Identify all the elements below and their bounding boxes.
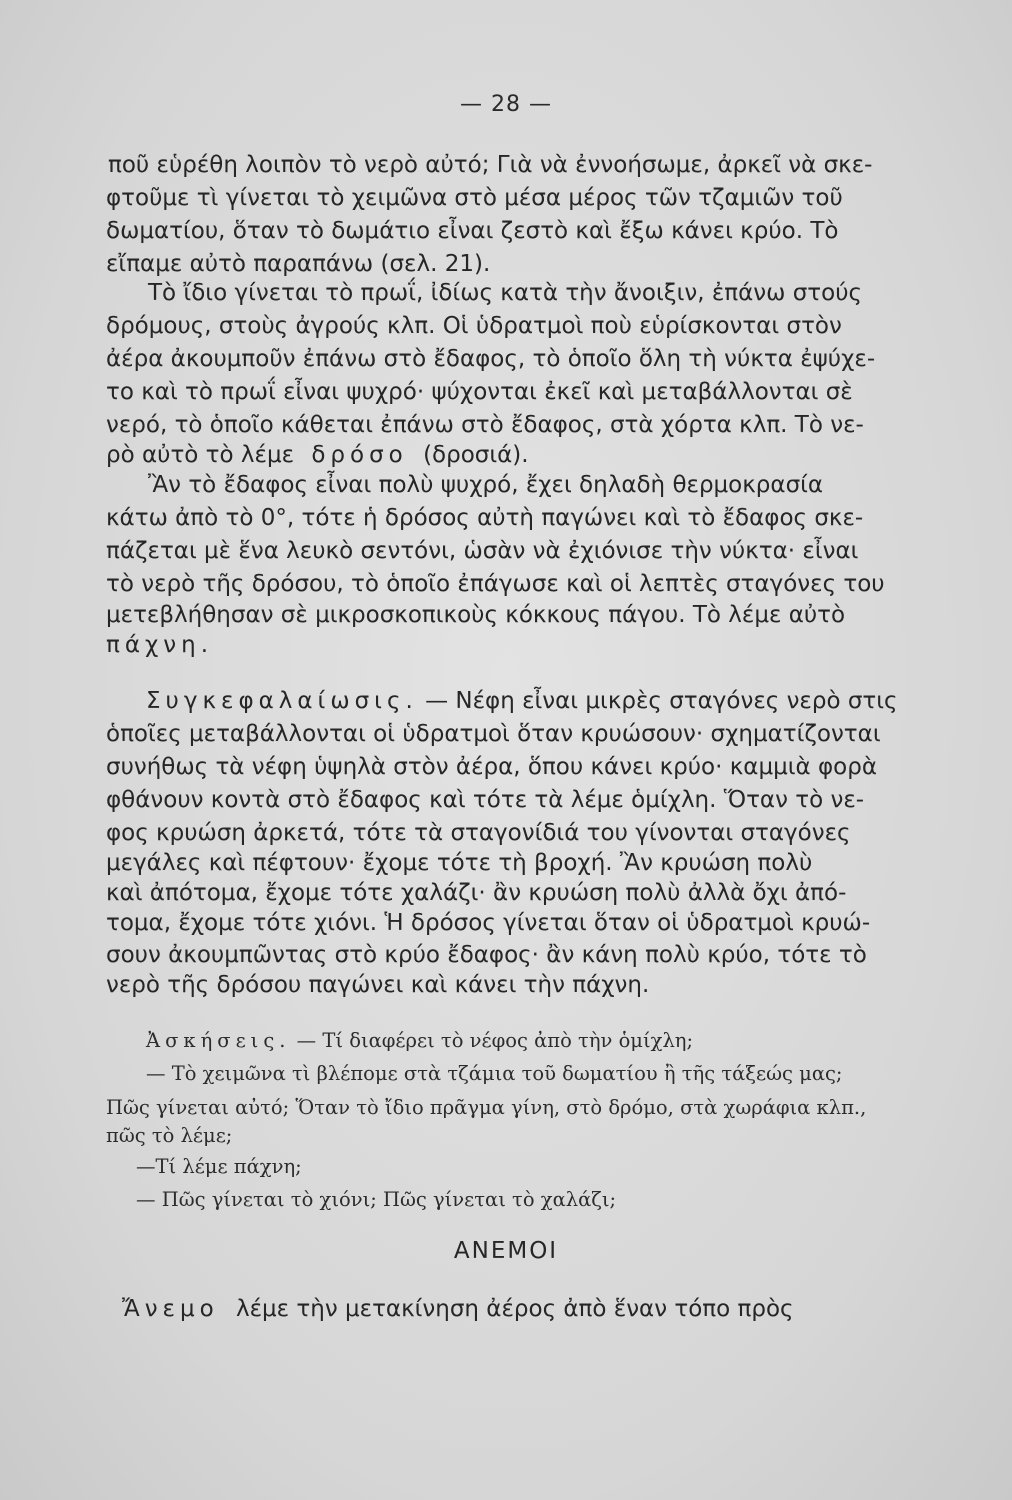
emphasized-term: πάχνη. [106, 632, 214, 658]
text-line: ὁποῖες μεταβάλλονται οἱ ὑδρατμοὶ ὅταν κρυώσουν· σχηματίζονται [106, 721, 881, 747]
text-fragment: — Τί διαφέρει τὸ νέφος ἀπὸ τὴν ὁμίχλη; [296, 1029, 694, 1052]
text-line: πάζεται μὲ ἕνα λευκὸ σεντόνι, ὡσὰν νὰ ἐχιόνισε τὴν νύκτα· εἶναι [106, 538, 859, 564]
emphasized-term: δρόσο [311, 442, 408, 468]
text-line: τὸ νερὸ τῆς δρόσου, τὸ ὁποῖο ἐπάγωσε καὶ οἱ λεπτὲς σταγόνες του [106, 571, 885, 597]
text-line: — Πῶς γίνεται τὸ χιόνι; Πῶς γίνεται τὸ χαλάζι; [136, 1188, 617, 1211]
text-line: πῶς τὸ λέμε; [106, 1124, 233, 1147]
text-fragment: — Νέφη εἶναι μικρὲς σταγόνες νερὸ στις [425, 688, 898, 714]
text-line: δρόμους, στοὺς ἀγρούς κλπ. Οἱ ὑδρατμοὶ ποὺ εὑρίσκονται στὸν [106, 313, 842, 339]
text-line: φτοῦμε τὶ γίνεται τὸ χειμῶνα στὸ μέσα μέρος τῶν τζαμιῶν τοῦ [106, 185, 843, 211]
text-line: φος κρυώση ἀρκετά, τότε τὰ σταγονίδιά του γίνονται σταγόνες [106, 820, 851, 846]
summary-label: Συγκεφαλαίωσις. [146, 688, 418, 714]
text-line: —Τί λέμε πάχνη; [136, 1155, 302, 1178]
text-line [146, 686, 898, 716]
text-line: τομα, ἔχομε τότε χιόνι. Ἡ δρόσος γίνεται ὅταν οἱ ὑδρατμοὶ κρυώ- [106, 910, 871, 936]
text-line: συνήθως τὰ νέφη ὑψηλὰ στὸν ἀέρα, ὅπου κάνει κρύο· καμμιὰ φορὰ [106, 754, 877, 780]
text-line: νερό, τὸ ὁποῖο κάθεται ἐπάνω στὸ ἔδαφος, στὰ χόρτα κλπ. Τὸ νε- [106, 412, 864, 438]
text-fragment: (δροσιά). [423, 442, 529, 468]
text-line: Πῶς γίνεται αὐτό; Ὅταν τὸ ἴδιο πρᾶγμα γίνη, στὸ δρόμο, στὰ χωράφια κλπ., [106, 1096, 867, 1119]
page-number: — 28 — [460, 92, 552, 117]
text-line: νερὸ τῆς δρόσου παγώνει καὶ κάνει τὴν πάχνη. [106, 972, 650, 998]
text-line [146, 1026, 693, 1056]
text-line: σουν ἀκουμπῶντας στὸ κρύο ἔδαφος· ἂν κάνη πολὺ κρύο, τότε τὸ [106, 942, 867, 968]
text-line: Τὸ ἴδιο γίνεται τὸ πρωΐ, ἰδίως κατὰ τὴν ἄνοιξιν, ἐπάνω στούς [148, 280, 862, 306]
exercises-label: Ἀσκήσεις. [146, 1029, 291, 1052]
emphasized-term: Ἄνεμο [122, 1296, 219, 1322]
text-line: εἴπαμε αὐτὸ παραπάνω (σελ. 21). [106, 251, 491, 277]
text-line: ποῦ εὑρέθη λοιπὸν τὸ νερὸ αὐτό; Γιὰ νὰ ἐννοήσωμε, ἀρκεῖ νὰ σκε- [108, 152, 873, 178]
text-line: μεγάλες καὶ πέφτουν· ἔχομε τότε τὴ βροχή. Ἂν κρυώση πολὺ [106, 850, 813, 876]
text-line: κάτω ἀπὸ τὸ 0°, τότε ἡ δρόσος αὐτὴ παγώνει καὶ τὸ ἔδαφος σκε- [106, 505, 864, 531]
text-line [122, 1294, 794, 1324]
text-line: ἀέρα ἀκουμποῦν ἐπάνω στὸ ἔδαφος, τὸ ὁποῖο ὅλη τὴ νύκτα ἐψύχε- [106, 346, 876, 372]
text-line: καὶ ἀπότομα, ἔχομε τότε χαλάζι· ἂν κρυώση πολὺ ἀλλὰ ὄχι ἀπό- [106, 880, 847, 906]
text-line: δωματίου, ὅταν τὸ δωμάτιο εἶναι ζεστὸ καὶ ἔξω κάνει κρύο. Τὸ [106, 218, 839, 244]
text-line: μετεβλήθησαν σὲ μικροσκοπικοὺς κόκκους πάγου. Τὸ λέμε αὐτὸ [106, 602, 846, 628]
text-line: Ἂν τὸ ἔδαφος εἶναι πολὺ ψυχρό, ἔχει δηλαδὴ θερμοκρασία [148, 472, 824, 498]
section-heading: ΑΝΕΜΟΙ [453, 1238, 559, 1264]
text-line [106, 440, 529, 470]
text-line: φθάνουν κοντὰ στὸ ἔδαφος καὶ τότε τὰ λέμε ὁμίχλη. Ὅταν τὸ νε- [106, 787, 865, 813]
text-line: — Τὸ χειμῶνα τὶ βλέπομε στὰ τζάμια τοῦ δωματίου ἢ τῆς τάξεώς μας; [146, 1062, 843, 1085]
text-line: το καὶ τὸ πρωΐ εἶναι ψυχρό· ψύχονται ἐκεῖ καὶ μεταβάλλονται σὲ [106, 379, 853, 405]
text-fragment: ρὸ αὐτὸ τὸ λέμε [106, 442, 295, 468]
text-fragment: λέμε τὴν μετακίνηση ἀέρος ἀπὸ ἕναν τόπο πρὸς [236, 1296, 794, 1322]
